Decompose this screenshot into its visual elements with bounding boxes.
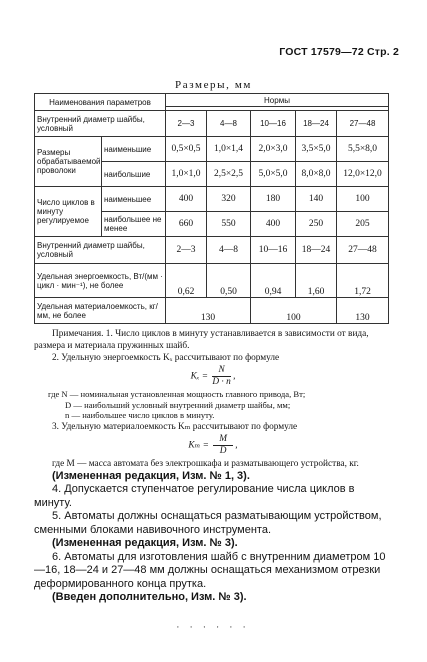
- note-2: 2. Удельную энергоемкость Kₓ рассчитывают по формуле: [52, 353, 280, 363]
- value-cell: 0,50: [207, 264, 251, 298]
- formula-lhs: Kₘ =: [188, 440, 209, 451]
- value-cell: 2,5×2,5: [207, 162, 251, 187]
- row-label-energy: Удельная энергоемкость, Вт/(мм · цикл · мин⁻¹), не более: [35, 264, 166, 298]
- value-cell: 1,0×1,4: [207, 137, 251, 162]
- value-cell: 130: [166, 298, 251, 324]
- value-cell: 10—16: [251, 237, 296, 264]
- paragraph-6: 6. Автоматы для изготовления шайб с внутренним диаметром 10—16, 18—24 и 27—48 мм должны оснащаться механизмом отрезки деформированного конца прутка.: [34, 550, 386, 590]
- page-header: ГОСТ 17579—72 Стр. 2: [279, 46, 399, 58]
- value-cell: 4—8: [207, 237, 251, 264]
- value-cell: 2,0×3,0: [251, 137, 296, 162]
- row-label-wire: Размеры обрабатываемой проволоки: [35, 137, 102, 187]
- value-cell: 180: [251, 187, 296, 212]
- range-cell: 4—8: [207, 111, 251, 137]
- fraction-denominator: D · n: [212, 377, 231, 387]
- value-cell: 1,72: [337, 264, 389, 298]
- range-cell: 2—3: [166, 111, 207, 137]
- sub-label-max: наибольшее не менее: [102, 212, 166, 237]
- value-cell: 1,60: [296, 264, 337, 298]
- row-label-cycles: Число циклов в минуту регулируемое: [35, 187, 102, 237]
- sub-label-min: наименьшее: [102, 187, 166, 212]
- formula-tail: ,: [235, 440, 238, 451]
- fraction: [213, 434, 233, 457]
- paragraph-4: 4. Допускается ступенчатое регулирование числа циклов в минуту.: [34, 483, 355, 509]
- formula-tail: ,: [233, 371, 236, 382]
- sub-label-max: наибольшие: [102, 162, 166, 187]
- table-row: [35, 264, 389, 298]
- value-cell: 0,5×0,5: [166, 137, 207, 162]
- value-cell: 550: [207, 212, 251, 237]
- formula-lhs: Kₓ =: [190, 371, 209, 382]
- sub-label-min: наименьшие: [102, 137, 166, 162]
- table-row: [35, 237, 389, 264]
- value-cell: 100: [337, 187, 389, 212]
- end-separator: · · · · · ·: [176, 621, 250, 632]
- note-3: 3. Удельную материалоемкость Kₘ рассчитывают по формуле: [52, 421, 298, 432]
- fraction-numerator: N: [212, 365, 230, 377]
- value-cell: 3,5×5,0: [296, 137, 337, 162]
- value-cell: 0,62: [166, 264, 207, 298]
- table-row: [35, 187, 389, 212]
- range-cell: 10—16: [251, 111, 296, 137]
- table-row: [35, 111, 389, 137]
- row-label-diameter: Внутренний диаметр шайбы, условный: [35, 111, 166, 137]
- value-cell: 140: [296, 187, 337, 212]
- parameters-table: [34, 93, 389, 324]
- table-row: [35, 298, 389, 324]
- table-title: Размеры, мм: [175, 79, 252, 91]
- range-cell: 18—24: [296, 111, 337, 137]
- value-cell: 1,0×1,0: [166, 162, 207, 187]
- edition-note-1: (Измененная редакция, Изм. № 1, 3).: [52, 469, 250, 482]
- note-1: Примечания. 1. Число циклов в минуту устанавливается в зависимости от вида, размера и материала пружинных шайб.: [34, 329, 369, 351]
- value-cell: 8,0×8,0: [296, 162, 337, 187]
- value-cell: 400: [166, 187, 207, 212]
- table-row: [35, 137, 389, 162]
- fraction-numerator: M: [213, 434, 233, 446]
- edition-note-3: (Введен дополнительно, Изм. № 3).: [52, 591, 247, 603]
- legend-line: D — наибольший условный внутренний диаметр шайбы, мм;: [65, 399, 291, 410]
- header-param-name: Наименования параметров: [35, 94, 166, 111]
- value-cell: 5,0×5,0: [251, 162, 296, 187]
- value-cell: 130: [337, 298, 389, 324]
- value-cell: 320: [207, 187, 251, 212]
- value-cell: 250: [296, 212, 337, 237]
- value-cell: 12,0×12,0: [337, 162, 389, 187]
- value-cell: 27—48: [337, 237, 389, 264]
- value-cell: 18—24: [296, 237, 337, 264]
- value-cell: 205: [337, 212, 389, 237]
- formula-material: [34, 434, 392, 457]
- value-cell: 660: [166, 212, 207, 237]
- value-cell: 100: [251, 298, 337, 324]
- legend-line: n — наибольшее число циклов в минуту.: [65, 410, 215, 420]
- row-label-material: Удельная материалоемкость, кг/мм, не более: [35, 298, 166, 324]
- formula-energy: [34, 365, 392, 388]
- legend-line: где M — масса автомата без электрошкафа и разматывающего устройства, кг.: [52, 458, 359, 469]
- value-cell: 5,5×8,0: [337, 137, 389, 162]
- range-cell: 27—48: [337, 111, 389, 137]
- row-label-diameter-2: Внутренний диаметр шайбы, условный: [35, 237, 166, 264]
- edition-note-2: (Измененная редакция, Изм. № 3).: [52, 537, 238, 549]
- header-norms: Нормы: [166, 94, 389, 107]
- formula-legend: [34, 389, 392, 421]
- notes-section: [34, 328, 392, 633]
- legend-line: где N — номинальная установленная мощность главного привода, Вт;: [48, 389, 306, 399]
- paragraph-5: 5. Автоматы должны оснащаться разматывающим устройством, сменными блоками навивочного инструмента.: [34, 510, 382, 536]
- value-cell: 2—3: [166, 237, 207, 264]
- fraction-denominator: D: [219, 445, 227, 456]
- value-cell: 0,94: [251, 264, 296, 298]
- fraction: [212, 365, 230, 388]
- value-cell: 400: [251, 212, 296, 237]
